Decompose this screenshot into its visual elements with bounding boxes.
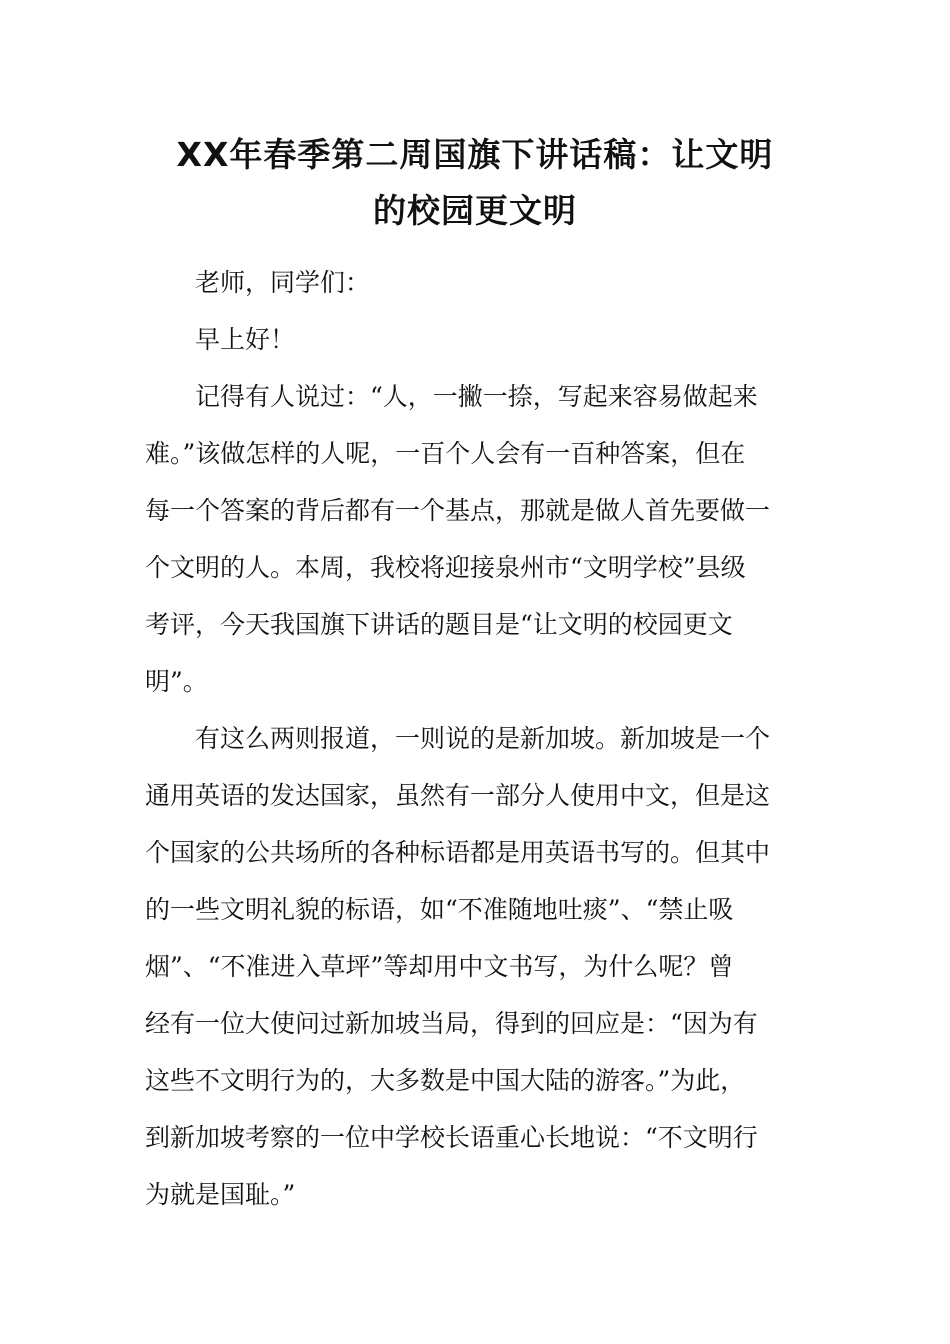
document-title-line-2: 的校园更文明	[373, 191, 577, 230]
paragraph-1-line-2: 难。”该做怎样的人呢，一百个人会有一百种答案，但在	[145, 439, 746, 468]
paragraph-2-line-7: 这些不文明行为的，大多数是中国大陆的游客。”为此，	[145, 1066, 746, 1095]
paragraph-1-line-5: 考评，今天我国旗下讲话的题目是“让文明的校园更文	[145, 610, 733, 639]
salutation-line: 老师，同学们：	[195, 268, 371, 297]
document-title-line-1: XX年春季第二周国旗下讲话稿：让文明	[176, 135, 774, 174]
paragraph-2-line-5: 烟”、“不准进入草坪”等却用中文书写，为什么呢？曾	[145, 952, 734, 981]
paragraph-1-line-4: 个文明的人。本周，我校将迎接泉州市“文明学校”县级	[145, 553, 746, 582]
paragraph-1-line-6: 明”。	[145, 667, 208, 696]
paragraph-2-line-8: 到新加坡考察的一位中学校长语重心长地说：“不文明行	[145, 1123, 758, 1152]
paragraph-2-line-4: 的一些文明礼貌的标语，如“不准随地吐痰”、“禁止吸	[145, 895, 734, 924]
paragraph-1-line-3: 每一个答案的背后都有一个基点，那就是做人首先要做一	[145, 496, 771, 525]
paragraph-2-line-3: 个国家的公共场所的各种标语都是用英语书写的。但其中	[145, 838, 771, 867]
paragraph-2-line-9: 为就是国耻。”	[145, 1180, 296, 1209]
paragraph-2-line-6: 经有一位大使问过新加坡当局，得到的回应是：“因为有	[145, 1009, 758, 1038]
paragraph-2-line-2: 通用英语的发达国家，虽然有一部分人使用中文，但是这	[145, 781, 771, 810]
paragraph-2-line-1: 有这么两则报道，一则说的是新加坡。新加坡是一个	[195, 724, 771, 753]
greeting-line: 早上好！	[195, 325, 296, 354]
paragraph-1-line-1: 记得有人说过：“人，一撇一捺，写起来容易做起来	[195, 382, 758, 411]
